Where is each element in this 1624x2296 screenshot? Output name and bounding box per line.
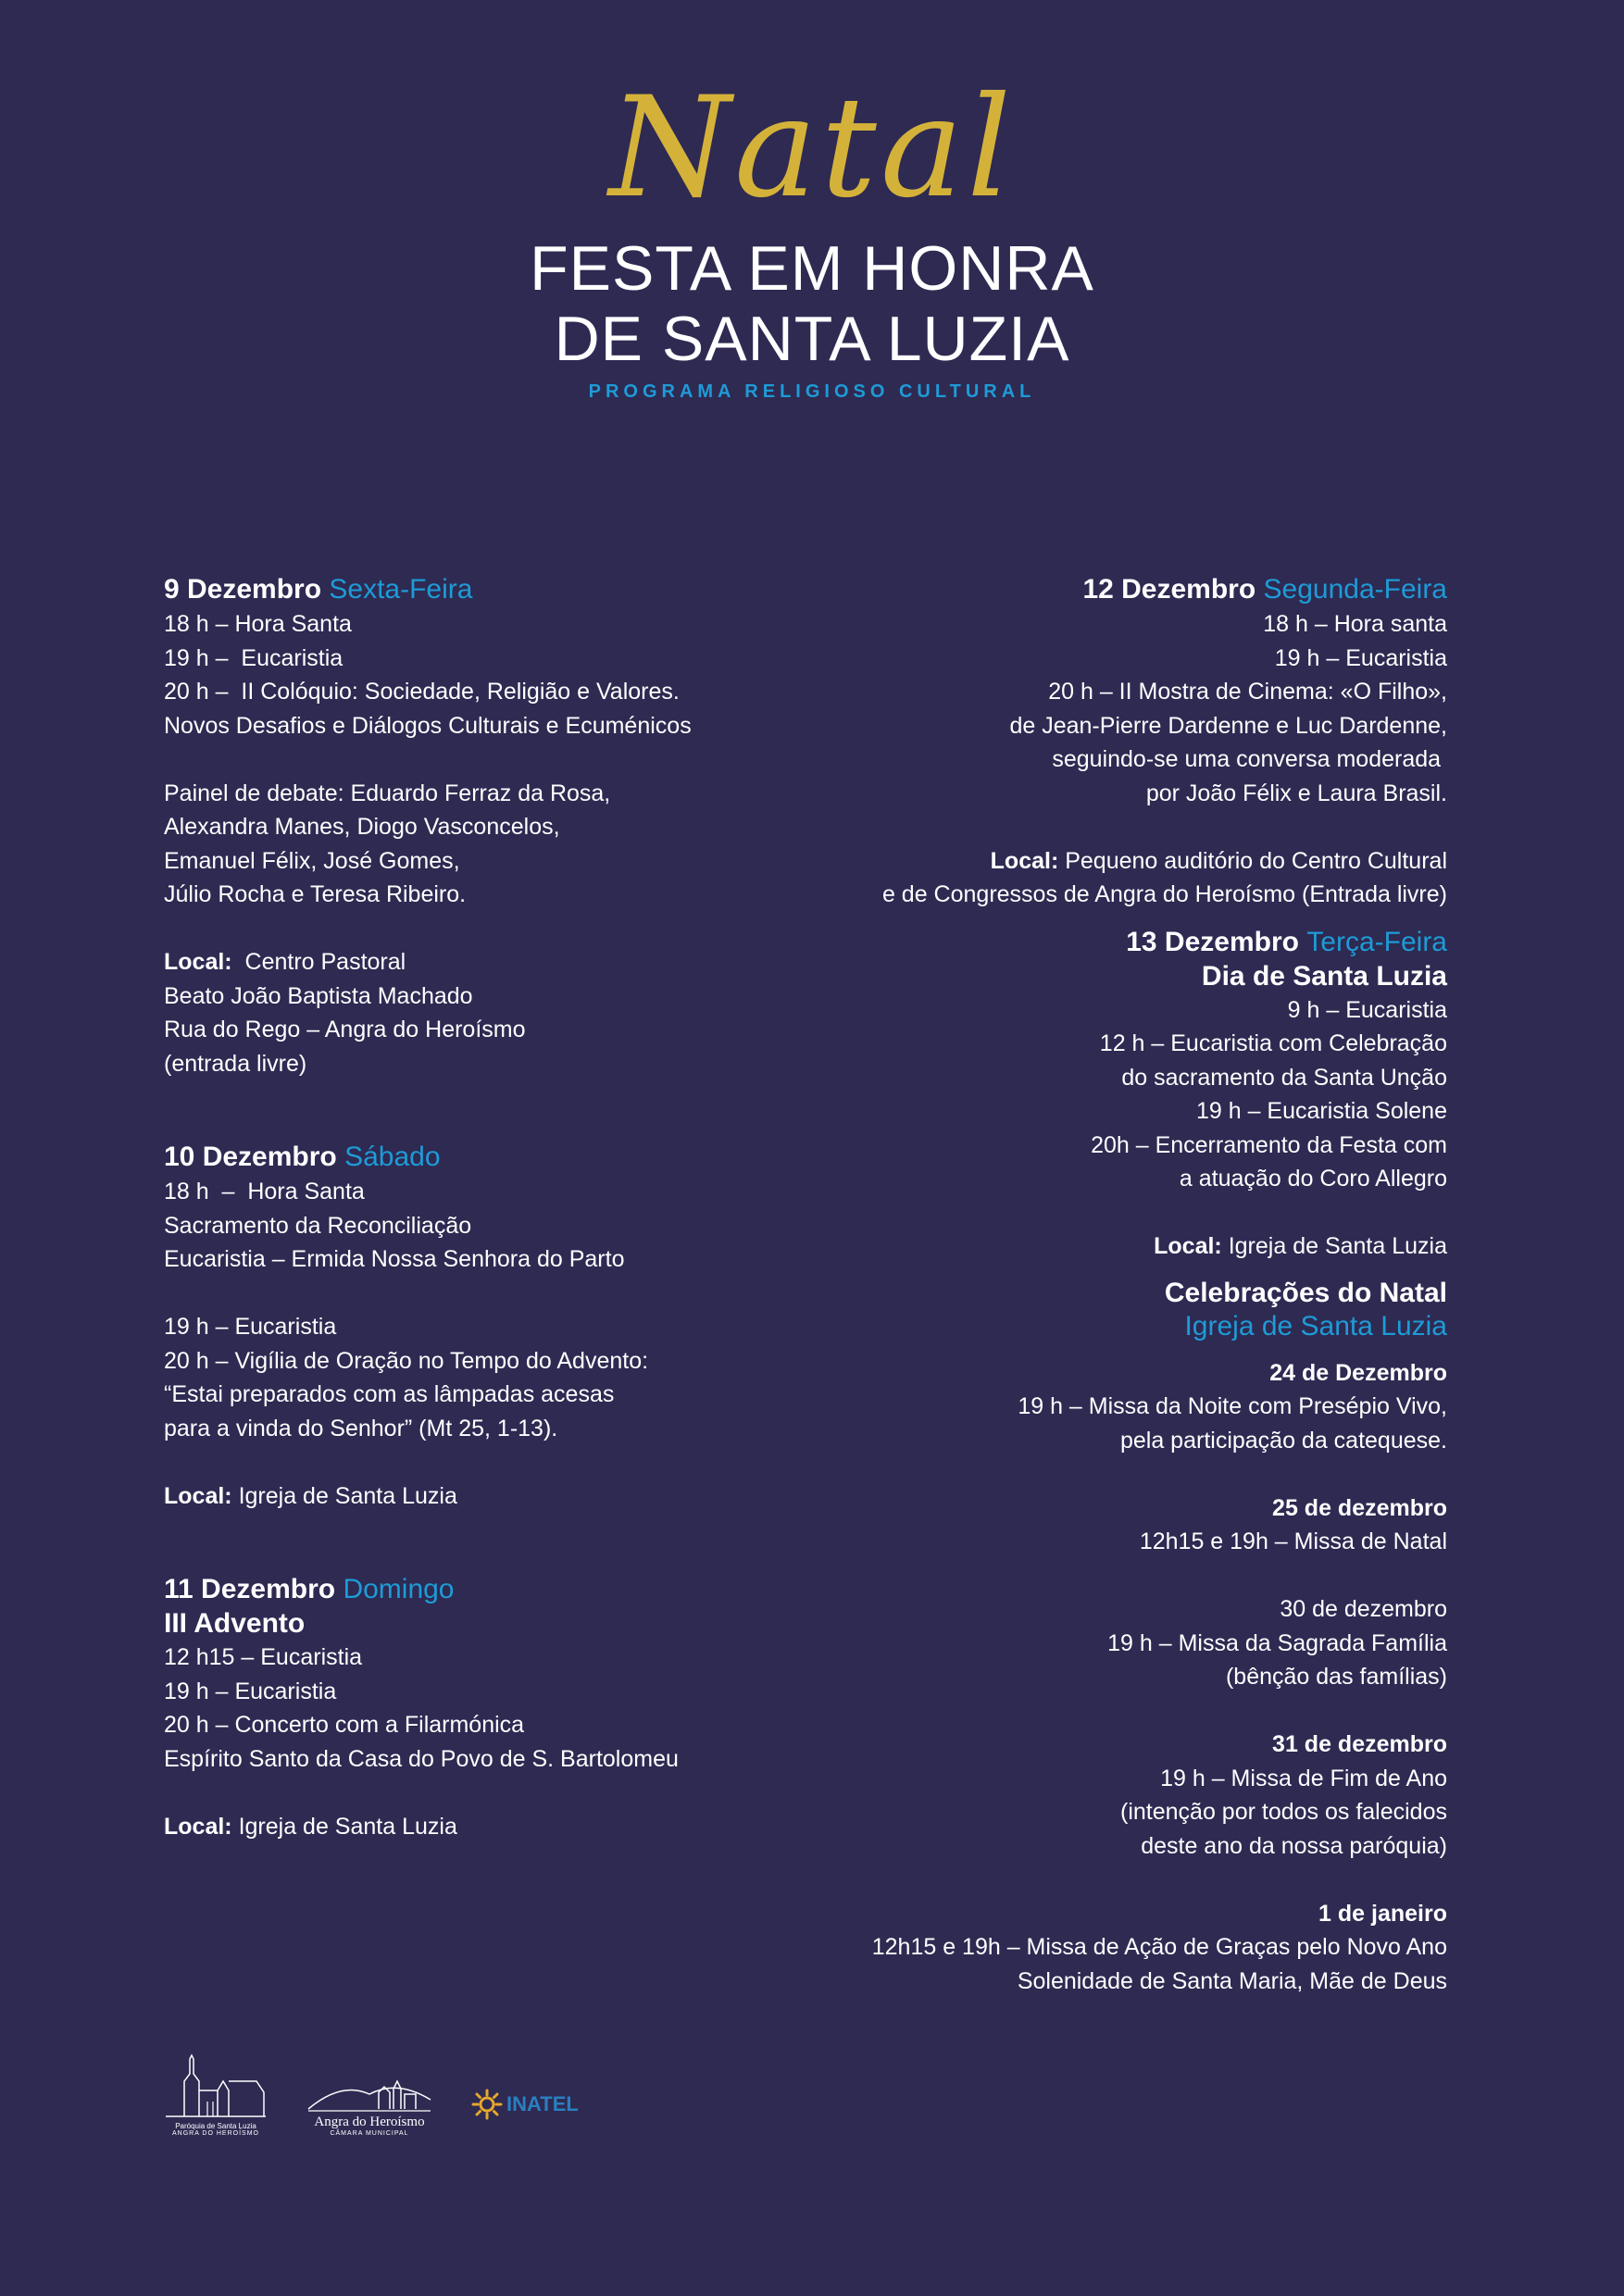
local-value: Pequeno auditório do Centro Cultural [1058,847,1447,874]
page-subtitle: PROGRAMA RELIGIOSO CULTURAL [588,381,1036,402]
local-value: Igreja de Santa Luzia [231,1482,457,1509]
schedule-line: 18 h – Hora Santa [164,1179,365,1204]
event-date: 1 de janeiro [1318,1900,1447,1927]
schedule-line: 20 h – II Colóquio: Sociedade, Religião e Valores. [164,679,680,705]
angra-logo-sub: CÂMARA MUNICIPAL [330,2130,409,2137]
sun-icon [471,2089,503,2120]
local-label: Local: [164,1482,232,1509]
day-heading [614,925,1447,960]
schedule-line: 12 h – Eucaristia com Celebração [1099,1030,1447,1056]
local-line: e de Congressos de Angra do Heroísmo (Entrada livre) [881,881,1447,907]
church-icon [164,2053,268,2120]
parish-logo-name: Paróquia de Santa Luzia [175,2122,256,2130]
event-date: 24 de Dezembro [1269,1359,1447,1386]
page-title [0,233,1624,374]
local-label: Local: [1154,1233,1222,1259]
event-line: (intenção por todos os falecidos [1120,1799,1447,1825]
schedule-line: 19 h – Eucaristia [1274,644,1447,671]
day-weekday: Sexta-Feira [329,574,473,605]
day-date: 10 Dezembro [164,1142,337,1172]
event-line: pela participação da catequese. [1119,1427,1447,1454]
panel-line: Júlio Rocha e Teresa Ribeiro. [164,881,467,907]
schedule-line: seguindo-se uma conversa moderada [1052,746,1447,772]
day-date: 11 Dezembro [164,1574,336,1604]
schedule-line: Novos Desafios e Diálogos Culturais e Ecuménicos [164,712,692,739]
day-date: 12 Dezembro [1082,574,1256,605]
event-line: 12h15 e 19h – Missa de Natal [1139,1529,1447,1554]
schedule-line: 20 h – II Mostra de Cinema: «O Filho», [1048,679,1447,705]
script-title: Natal [608,68,1016,229]
local-value: Igreja de Santa Luzia [1221,1233,1447,1259]
schedule-line: 20h – Encerramento da Festa com [1091,1131,1447,1158]
city-skyline-icon [305,2072,434,2115]
day-subtitle: III Advento [164,1608,306,1639]
schedule-line: a atuação do Coro Allegro [1179,1166,1447,1192]
day-subtitle: Dia de Santa Luzia [1201,960,1447,992]
day-weekday: Sábado [344,1142,441,1172]
schedule-line: 19 h – Eucaristia [164,644,344,671]
local-line [614,844,1447,879]
schedule-line: 19 h – Eucaristia [164,1678,337,1704]
title-line-1: FESTA EM HONRA [530,233,1094,304]
schedule-line: de Jean-Pierre Dardenne e Luc Dardenne, [1009,712,1447,739]
inatel-logo [471,2089,579,2137]
event-line: 12h15 e 19h – Missa de Ação de Graças pelo Novo Ano [871,1934,1447,1960]
day-weekday: Terça-Feira [1306,926,1447,957]
schedule-line: “Estai preparados com as lâmpadas acesas [164,1381,615,1407]
right-column [614,572,1447,1998]
event-date: 25 de dezembro [1272,1494,1447,1521]
panel-line: Painel de debate: Eduardo Ferraz da Rosa, [164,780,611,806]
day-12-section [614,572,1447,912]
day-weekday: Domingo [343,1574,455,1604]
local-line [614,1229,1447,1264]
schedule-line: 19 h – Eucaristia Solene [1195,1098,1447,1124]
schedule-line: 18 h – Hora santa [1263,611,1447,637]
day-weekday: Segunda-Feira [1263,574,1447,605]
schedule-line: Sacramento da Reconciliação [164,1212,472,1239]
schedule-line: por João Félix e Laura Brasil. [1145,780,1447,806]
natal-title: Celebrações do Natal [1164,1277,1447,1308]
day-date: 13 Dezembro [1126,926,1299,957]
local-line: Beato João Baptista Machado [164,982,473,1009]
local-value: Centro Pastoral [231,949,406,975]
local-line: Rua do Rego – Angra do Heroísmo [164,1017,526,1042]
event-line: Solenidade de Santa Maria, Mãe de Deus [1017,1967,1447,1994]
parish-logo [164,2053,268,2137]
schedule-line: 18 h – Hora Santa [164,611,352,637]
natal-subtitle: Igreja de Santa Luzia [1184,1310,1447,1341]
inatel-logo-text: INATEL [506,2092,579,2115]
schedule-line: 12 h15 – Eucaristia [164,1644,363,1670]
schedule-line: do sacramento da Santa Unção [1121,1064,1447,1091]
day-heading [614,572,1447,607]
event-line: 19 h – Missa de Fim de Ano [1160,1765,1447,1791]
schedule-line: para a vinda do Senhor” (Mt 25, 1-13). [164,1415,558,1441]
event-line: 19 h – Missa da Sagrada Família [1107,1629,1447,1656]
schedule-line: 20 h – Concerto com a Filarmónica [164,1712,525,1738]
event-date: 30 de dezembro [1280,1596,1447,1622]
schedule-line: 9 h – Eucaristia [1287,996,1447,1023]
panel-line: Emanuel Félix, José Gomes, [164,847,460,874]
day-date: 9 Dezembro [164,574,322,605]
panel-line: Alexandra Manes, Diogo Vasconcelos, [164,814,560,840]
title-line-2: DE SANTA LUZIA [554,304,1070,374]
sponsor-logos [164,2044,579,2137]
schedule-line: 20 h – Vigília de Oração no Tempo do Advento: [164,1347,649,1374]
angra-logo-name: Angra do Heroísmo [314,2115,425,2129]
local-label: Local: [164,1813,232,1840]
schedule-line: Espírito Santo da Casa do Povo de S. Bartolomeu [164,1745,679,1772]
day-13-section [614,925,1447,1264]
local-line: (entrada livre) [164,1050,307,1077]
local-label: Local: [990,847,1059,874]
angra-logo [305,2072,434,2137]
schedule-line: 19 h – Eucaristia [164,1314,337,1340]
event-date: 31 de dezembro [1272,1731,1447,1757]
parish-logo-sub: ANGRA DO HEROÍSMO [171,2130,259,2137]
schedule-line: Eucaristia – Ermida Nossa Senhora do Parto [164,1246,625,1272]
event-line: deste ano da nossa paróquia) [1141,1832,1447,1859]
event-line: 19 h – Missa da Noite com Presépio Vivo, [1018,1393,1447,1419]
event-line: (bênção das famílias) [1225,1664,1447,1690]
natal-section [614,1277,1447,1999]
local-value: Igreja de Santa Luzia [231,1813,457,1840]
local-label: Local: [164,949,232,975]
